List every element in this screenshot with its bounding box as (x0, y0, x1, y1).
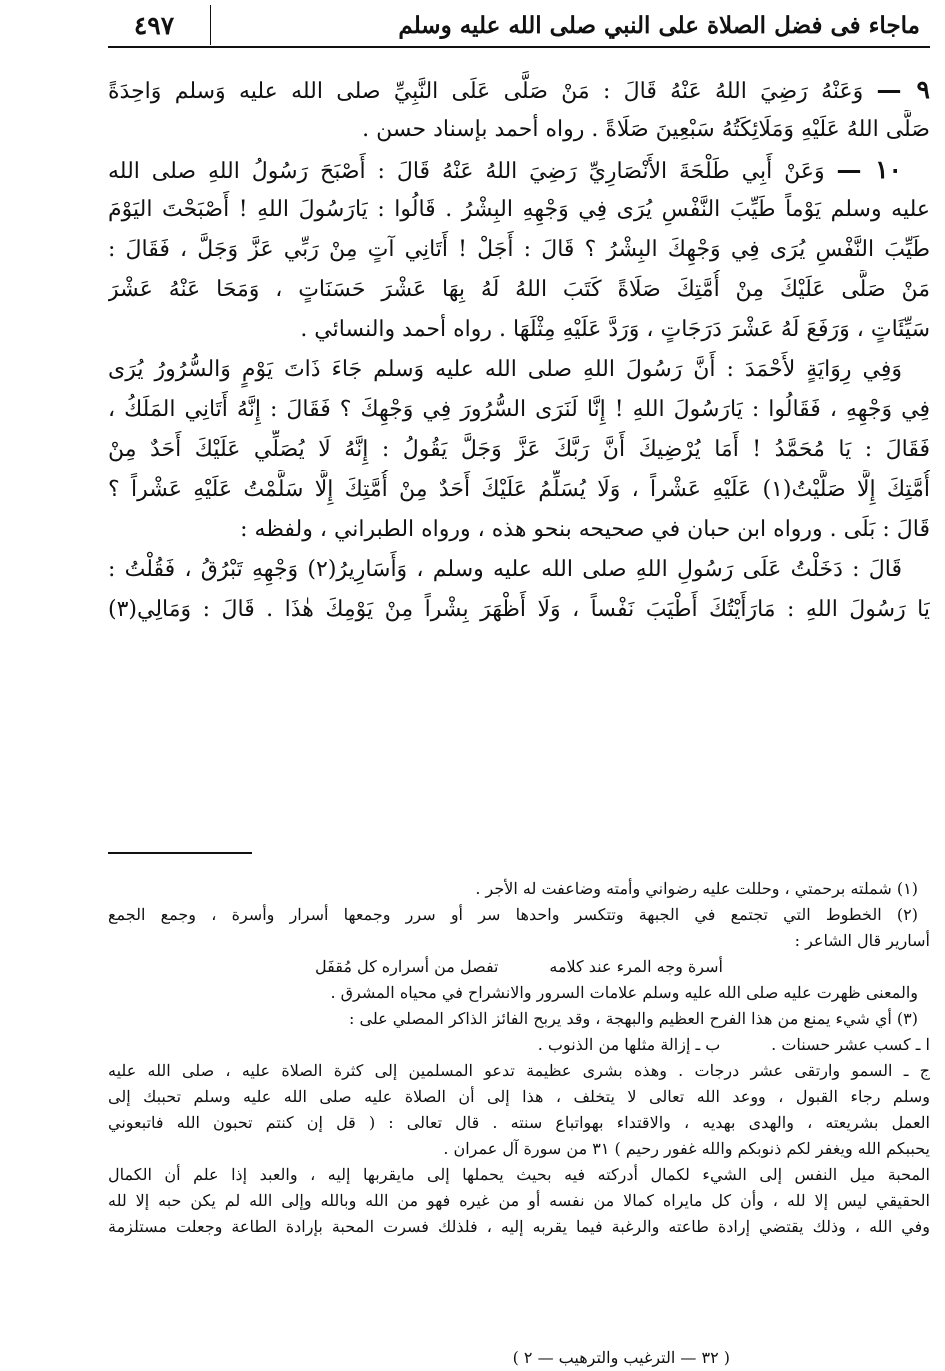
footnote-3-item-a: ا ـ كسب عشر حسنات . (771, 1035, 930, 1054)
footnote-3-line-2 (108, 1032, 930, 1058)
page-header (108, 6, 928, 44)
hadith-10-line-2: عليه وسلم يَوْماً طَيِّبَ النَّفْسِ يُرَى فِي وَجْهِهِ البِشْرُ . قَالُوا : يَارَسُولَ اللهِ ! أَصْبَحْتَ اليَوْمَ (108, 197, 930, 222)
hadith-10-line-4: مَنْ صَلَّى عَلَيْكَ مِنْ أُمَّتِكَ صَلَاةً كَتَبَ اللهُ لَهُ بِهَا عَشْرَ حَسَنَاتٍ ، وَمَحَا عَنْهُ عَشْرَ (108, 277, 930, 302)
paragraph-3-line-2: فِي وَجْهِهِ ، فَقَالُوا : يَارَسُولَ اللهِ ! إِنَّا لَنَرَى السُّرُورَ فِي وَجْهِكَ ؟ فَقَالَ : إِنَّهُ أَتَانِي المَلَكُ ، (108, 397, 930, 422)
header-separator (210, 5, 211, 45)
footnote-3-line-3: ج ـ السمو وارتقى عشر درجات . وهذه بشرى عظيمة تدعو المسلمين إلى كثرة الصلاة عليه ، صلى الله عليه (108, 1061, 930, 1080)
footnote-3-line-5: العمل بشريعته ، والهدى بهديه ، والاقتداء بهواتباع سنته . قال تعالى : ( قل إن كنتم تحبون الله فاتبعوني (108, 1113, 930, 1132)
footnote-3-line-9: وفي الله ، وذلك يقتضي إرادة طاعته والرغبة فيما يقربه إليه ، فلذلك فسرت المحبة بإرادة الطاعة وجعلت مستلزمة (108, 1217, 930, 1236)
hadith-10-line-1 (108, 150, 930, 190)
hadith-9-line-1 (108, 70, 930, 110)
page-number: ٤٩٧ (133, 10, 175, 40)
hadith-9-text-1: وَعَنْهُ رَضِيَ اللهُ عَنْهُ قَالَ : مَنْ صَلَّى عَلَى النَّبِيِّ صلى الله عليه وَسلم وَاحِدَةً (108, 79, 864, 104)
main-text (108, 70, 930, 630)
header-rule (108, 46, 930, 48)
paragraph-3-line-4: أُمَّتِكَ إِلَّا صَلَّيْتُ(١) عَلَيْهِ عَشْراً ، وَلَا يُسَلِّمُ عَلَيْكَ أَحَدٌ مِنْ أُمَّتِكَ إِلَّا سَلَّمْتُ عَلَيْهِ عَشْراً ؟ (108, 477, 930, 502)
footnote-3-line-7: المحبة ميل النفس إلى الشيء لكمال أدركته فيه بحيث يحملها إلى مايقربها إليه ، والعبد إذا علم أن الكمال (108, 1165, 930, 1184)
paragraph-4-line-2: يَا رَسُولَ اللهِ : مَارَأَيْتُكَ أَطْيَبَ نَفْساً ، وَلَا أَظْهَرَ بِشْراً مِنْ يَوْمِكَ هٰذَا . قَالَ : وَمَالِي(٣) (108, 597, 930, 622)
signature-mark (150, 1346, 810, 1370)
footnote-2-line-1: (٢) الخطوط التي تجتمع في الجبهة وتتكسر واحدها سر أو سرر وجمعها أسرار وأسرة ، وجمع الجمع (108, 905, 918, 924)
footnote-3-line-1: (٣) أي شيء يمنع من هذا الفرح العظيم والبهجة ، وقد يربح الفائز الذاكر المصلي على : (349, 1009, 918, 1028)
verse-hemistich-2: تفصل من أسراره كل مُقفَل (315, 957, 499, 976)
signature-text: ( ٣٢ — الترغيب والترهيب — ٢ ) (512, 1348, 730, 1367)
footnote-2-verse (108, 954, 930, 980)
hadith-9-line-2: صَلَّى اللهُ عَلَيْهِ وَمَلَائِكَتُهُ سَبْعِينَ صَلَاةً . رواه أحمد بإسناد حسن . (362, 117, 930, 142)
hadith-9-number: ٩ — (876, 75, 930, 104)
footnote-2-line-2: أسارير قال الشاعر : (794, 931, 930, 950)
paragraph-4-line-1: قَالَ : دَخَلْتُ عَلَى رَسُولِ اللهِ صلى الله عليه وسلم ، وَأَسَارِيرُ(٢) وَجْهِهِ تَبْرُقُ ، فَقُلْتُ : (108, 557, 902, 582)
footnote-3-line-8: الحقيقي ليس إلا لله ، وأن كل مايراه كمالا من نفسه أو من غيره فهو من الله وبالله وإلى الله لم يكن حبه إلا لله (108, 1191, 930, 1210)
hadith-10-line-3: طَيِّبَ النَّفْسِ يُرَى فِي وَجْهِكَ البِشْرُ ؟ قَالَ : أَجَلْ ! أَتَانِي آتٍ مِنْ رَبِّي عَزَّ وَجَلَّ ، فَقَالَ : (108, 237, 930, 262)
hadith-10-text-1: وَعَنْ أَبِي طَلْحَةَ الأَنْصَارِيِّ رَضِيَ اللهُ عَنْهُ قَالَ : أَصْبَحَ رَسُولُ اللهِ صلى الله (108, 159, 825, 184)
paragraph-3-line-5: قَالَ : بَلَى . ورواه ابن حبان في صحيحه بنحو هذه ، ورواه الطبراني ، ولفظه : (240, 517, 930, 542)
footnote-2-line-3: والمعنى ظهرت عليه صلى الله عليه وسلم علامات السرور والانشراح في محياه المشرق . (330, 983, 918, 1002)
paragraph-3-line-3: فَقَالَ : يَا مُحَمَّدُ ! أَمَا يُرْضِيكَ أَنَّ رَبَّكَ عَزَّ وَجَلَّ يَقُولُ : إِنَّهُ لَا يُصَلِّي عَلَيْكَ أَحَدٌ مِنْ (108, 437, 930, 462)
paragraph-3-line-1: وَفِي رِوَايَةٍ لأَحْمَدَ : أَنَّ رَسُولَ اللهِ صلى الله عليه وَسلم جَاءَ ذَاتَ يَوْمٍ وَالسُّرُورُ يُرَى (108, 357, 902, 382)
running-title: ماجاء فى فضل الصلاة على النبي صلى الله عليه وسلم (398, 11, 920, 39)
footnote-3-item-b: ب ـ إزالة مثلها من الذنوب . (537, 1035, 721, 1054)
hadith-10-line-5: سَيِّئَاتٍ ، وَرَفَعَ لَهُ عَشْرَ دَرَجَاتٍ ، وَرَدَّ عَلَيْهِ مِثْلَهَا . رواه أحمد والنسائي . (300, 317, 930, 342)
verse-hemistich-1: أسرة وجه المرء عند كلامه (549, 957, 723, 976)
footnote-1: (١) شملته برحمتي ، وحللت عليه رضواني وأمته وضاعفت له الأجر . (475, 879, 918, 898)
footnote-3-line-6: يحببكم الله ويغفر لكم ذنوبكم والله غفور رحيم ) ٣١ من سورة آل عمران . (443, 1139, 930, 1158)
footnote-3-line-4: وسلم رجاء القبول ، ووعد الله تعالى لا يتخلف ، هذا إلى أن الصلاة عليه صلى الله عليه وسلم تحببك إلى (108, 1087, 930, 1106)
footnotes (108, 876, 930, 1240)
footnote-separator (108, 852, 252, 854)
hadith-10-number: ١٠ — (836, 155, 902, 184)
